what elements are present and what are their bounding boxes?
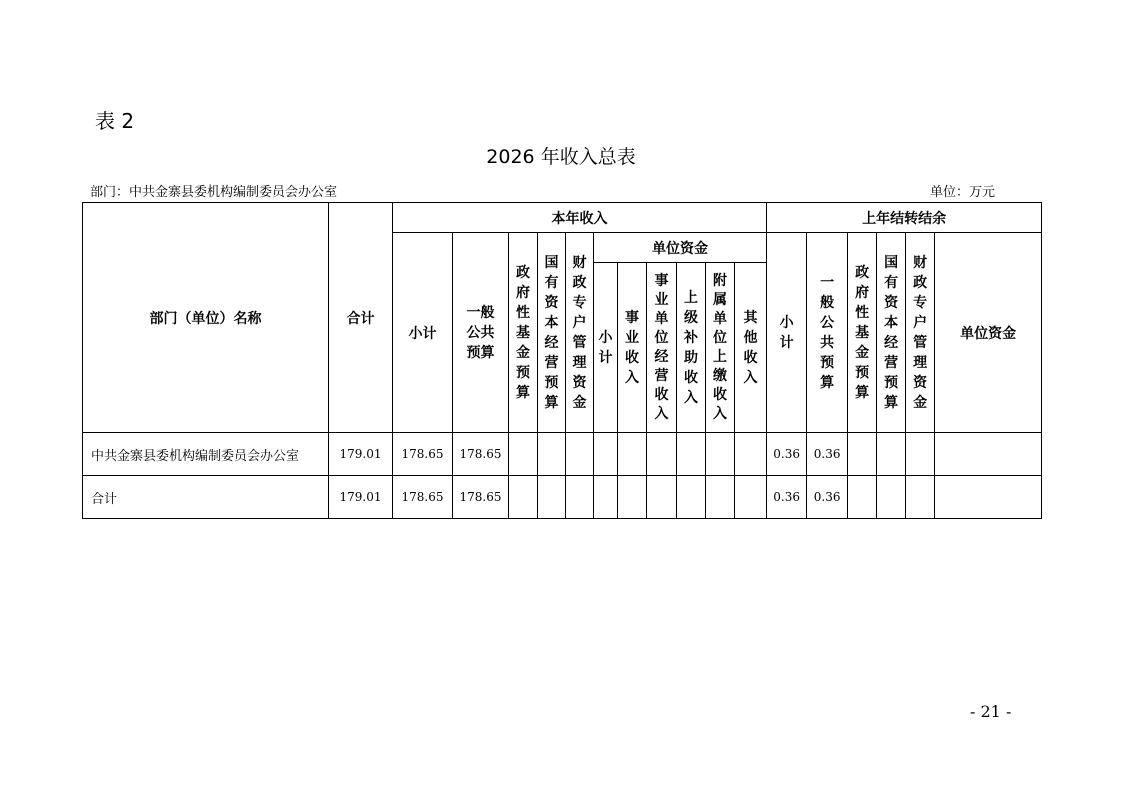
cell-state-capital	[538, 433, 566, 476]
cell-affiliated-payment	[706, 476, 735, 519]
cell-total: 179.01	[329, 433, 393, 476]
header-prior-gov-fund: 政府性基金预算	[848, 233, 877, 433]
income-table	[82, 202, 1042, 519]
header-superior-subsidy: 上级补助收入	[677, 263, 706, 433]
cell-fiscal-special	[566, 433, 594, 476]
header-unit-funds: 单位资金	[594, 233, 767, 263]
cell-unit-subtotal	[594, 433, 618, 476]
header-business-operation: 事业单位经营收入	[647, 263, 677, 433]
cell-affiliated-payment	[706, 433, 735, 476]
department-line: 部门：中共金寨县委机构编制委员会办公室	[90, 185, 338, 200]
cell-general-budget: 178.65	[453, 433, 509, 476]
cell-prior-unit-funds	[935, 476, 1042, 519]
cell-state-capital	[538, 476, 566, 519]
table-row	[83, 476, 1042, 519]
cell-fiscal-special	[566, 476, 594, 519]
cell-other-income	[735, 433, 767, 476]
cell-prior-state-capital	[877, 433, 906, 476]
header-affiliated-payment: 附属单位上缴收入	[706, 263, 735, 433]
header-business-income: 事业收入	[618, 263, 647, 433]
cell-subtotal: 178.65	[393, 476, 453, 519]
header-current-year: 本年收入	[393, 203, 767, 233]
cell-prior-gov-fund	[848, 476, 877, 519]
cell-prior-general: 0.36	[807, 433, 848, 476]
cell-general-budget: 178.65	[453, 476, 509, 519]
header-prior-state-capital: 国有资本经营预算	[877, 233, 906, 433]
cell-gov-fund	[509, 476, 538, 519]
header-prior-year: 上年结转结余	[767, 203, 1042, 233]
cell-business-income	[618, 433, 647, 476]
cell-business-operation	[647, 433, 677, 476]
header-prior-general: 一般公共预算	[807, 233, 848, 433]
cell-other-income	[735, 476, 767, 519]
header-state-capital: 国有资本经营预算	[538, 233, 566, 433]
unit-line: 单位：万元	[930, 185, 996, 200]
cell-gov-fund	[509, 433, 538, 476]
cell-business-income	[618, 476, 647, 519]
header-prior-fiscal-special: 财政专户管理资金	[906, 233, 935, 433]
table-label: 表 2	[95, 109, 135, 133]
cell-prior-gov-fund	[848, 433, 877, 476]
cell-prior-fiscal-special	[906, 433, 935, 476]
header-prior-unit-funds: 单位资金	[935, 233, 1042, 433]
cell-superior-subsidy	[677, 433, 706, 476]
header-total: 合计	[329, 203, 393, 433]
cell-name: 中共金寨县委机构编制委员会办公室	[83, 433, 329, 476]
header-prior-subtotal: 小计	[767, 233, 807, 433]
page-title: 2026 年收入总表	[486, 146, 636, 168]
header-gov-fund: 政府性基金预算	[509, 233, 538, 433]
cell-business-operation	[647, 476, 677, 519]
cell-subtotal: 178.65	[393, 433, 453, 476]
header-other-income: 其他收入	[735, 263, 767, 433]
cell-name: 合计	[83, 476, 329, 519]
header-general-budget: 一般公共预算	[453, 233, 509, 433]
cell-prior-general: 0.36	[807, 476, 848, 519]
header-unit-subtotal: 小计	[594, 263, 618, 433]
cell-superior-subsidy	[677, 476, 706, 519]
cell-prior-subtotal: 0.36	[767, 433, 807, 476]
cell-unit-subtotal	[594, 476, 618, 519]
header-fiscal-special: 财政专户管理资金	[566, 233, 594, 433]
cell-prior-subtotal: 0.36	[767, 476, 807, 519]
cell-prior-fiscal-special	[906, 476, 935, 519]
header-subtotal: 小计	[393, 233, 453, 433]
cell-prior-unit-funds	[935, 433, 1042, 476]
header-dept-name: 部门（单位）名称	[83, 203, 329, 433]
cell-total: 179.01	[329, 476, 393, 519]
cell-prior-state-capital	[877, 476, 906, 519]
page-number: - 21 -	[970, 702, 1012, 721]
table-row	[83, 433, 1042, 476]
